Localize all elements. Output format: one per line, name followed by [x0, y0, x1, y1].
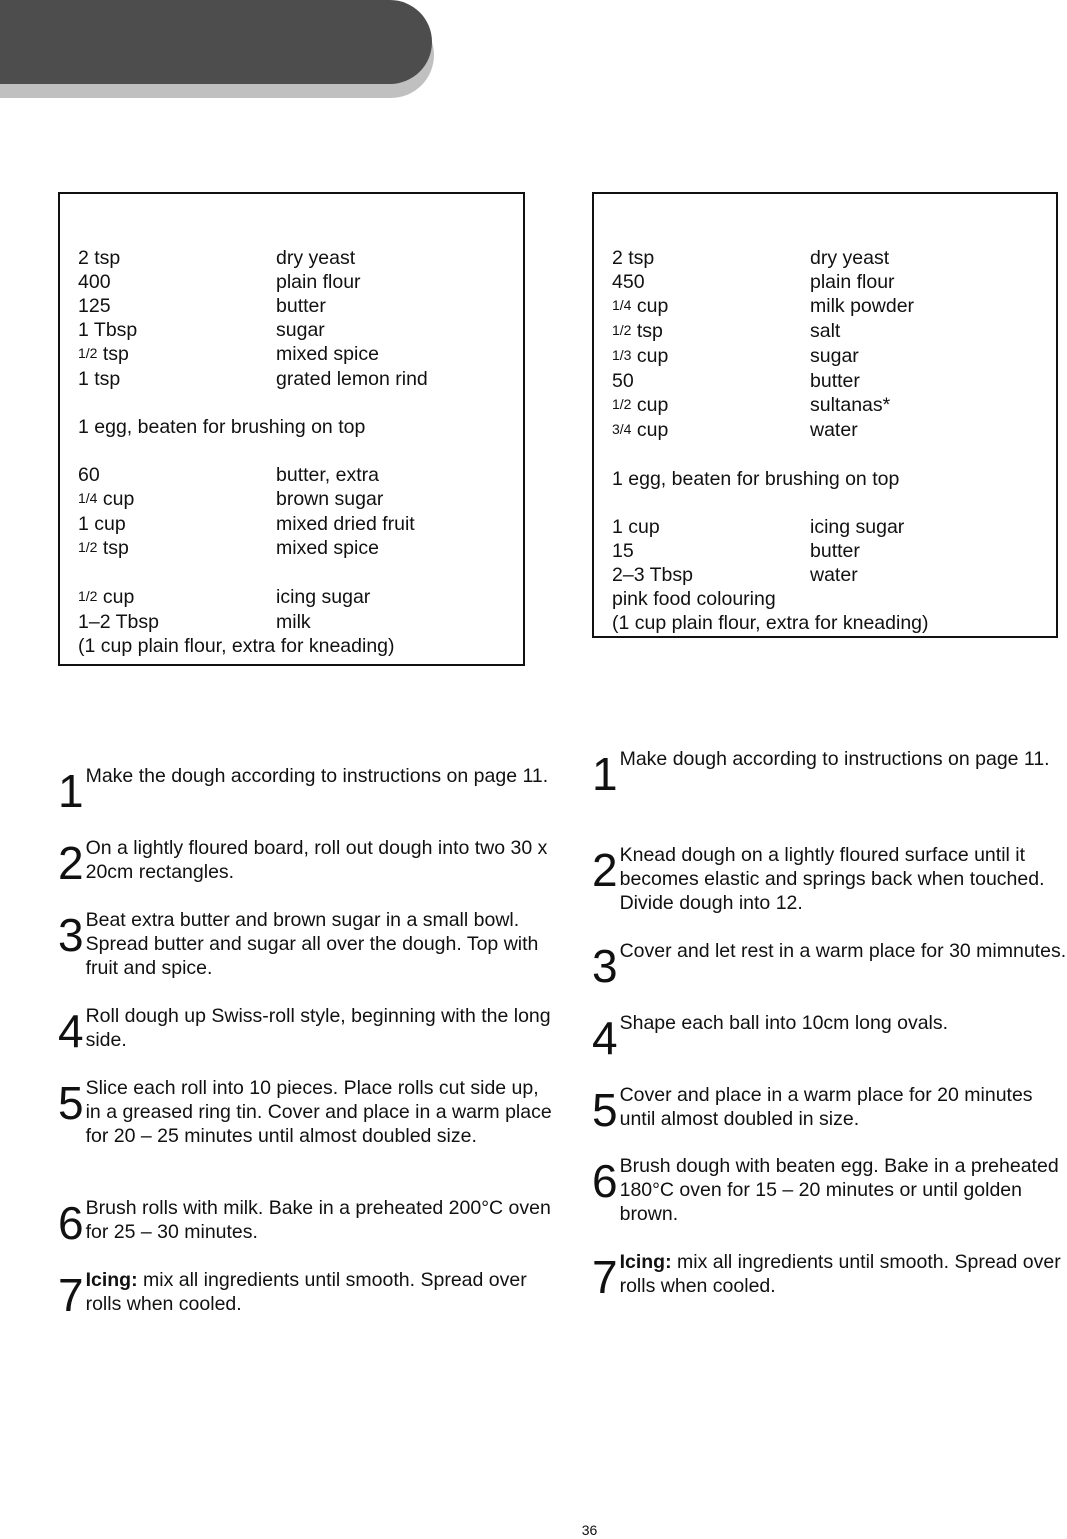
- ingredient-qty: 3/4 cup: [612, 419, 669, 441]
- step-text: Beat extra butter and brown sugar in a small bowl. Spread butter and sugar all over the dough. Top with fruit and spice.: [85, 909, 539, 979]
- ingredient-qty: 2 tsp: [612, 247, 655, 269]
- ingredient-name: sugar: [810, 345, 859, 367]
- step-number: 7: [58, 1269, 84, 1321]
- method-step: [58, 908, 558, 980]
- ingredient-name: icing sugar: [276, 586, 371, 608]
- step-number: 2: [592, 844, 618, 896]
- ingredient-row: [612, 344, 1056, 369]
- ingredient-row: [78, 367, 523, 391]
- ingredient-name: grated lemon rind: [276, 368, 428, 390]
- ingredient-row: [612, 539, 1056, 563]
- ingredient-row: [612, 393, 1056, 418]
- method-step: [592, 843, 1067, 915]
- ingredient-row: [78, 536, 523, 561]
- ingredient-qty: 125: [78, 295, 111, 317]
- ingredient-row: [612, 369, 1056, 393]
- ingredient-name: salt: [810, 320, 841, 342]
- step-text: Roll dough up Swiss-roll style, beginning with the long side.: [85, 1005, 551, 1051]
- step-text: Cover and place in a warm place for 20 minutes until almost doubled in size.: [619, 1084, 1033, 1130]
- ingredient-row: [78, 512, 523, 536]
- ingredient-qty: 60: [78, 464, 100, 486]
- ingredient-name: milk powder: [810, 295, 915, 317]
- ingredient-qty: 1/2 tsp: [78, 537, 129, 559]
- step-text: Make the dough according to instructions on page 11.: [85, 765, 549, 787]
- step-label: Icing:: [85, 1269, 138, 1291]
- method-step: [58, 1268, 558, 1321]
- ingredient-name: icing sugar: [810, 516, 905, 538]
- method-step: [592, 1250, 1067, 1303]
- ingredient-name: butter: [810, 540, 860, 562]
- ingredient-name: dry yeast: [276, 247, 356, 269]
- ingredient-qty: 1/2 cup: [78, 586, 135, 608]
- ingredient-qty: 450: [612, 271, 645, 293]
- ingredient-row: [612, 270, 1056, 294]
- step-number: 1: [58, 765, 84, 817]
- ingredient-name: milk: [276, 611, 311, 633]
- ingredients-box-left: [58, 192, 525, 666]
- header-tab: [0, 0, 432, 84]
- step-number: 1: [592, 748, 618, 800]
- method-step: [592, 1011, 1067, 1064]
- ingredient-qty: 1/2 tsp: [78, 343, 129, 365]
- step-text: Brush dough with beaten egg. Bake in a preheated 180°C oven for 15 – 20 minutes or until golden brown.: [619, 1155, 1059, 1225]
- ingredient-name: water: [810, 419, 858, 441]
- step-text: Knead dough on a lightly floured surface until it becomes elastic and springs back when touched. Divide dough into 12.: [619, 844, 1045, 914]
- ingredient-qty: 1/2 cup: [612, 394, 669, 416]
- ingredient-qty: 1 tsp: [78, 368, 121, 390]
- step-number: 3: [592, 940, 618, 992]
- ingredient-row: [78, 487, 523, 512]
- ingredient-name: sultanas*: [810, 394, 891, 416]
- ingredient-qty: 2–3 Tbsp: [612, 564, 693, 586]
- method-step: [58, 836, 558, 889]
- ingredient-row: [612, 319, 1056, 344]
- step-number: 2: [58, 837, 84, 889]
- method-step: [58, 764, 558, 817]
- ingredient-row: [78, 342, 523, 367]
- step-number: 4: [58, 1005, 84, 1057]
- ingredient-name: butter: [276, 295, 326, 317]
- method-step: [592, 1154, 1067, 1226]
- ingredient-qty: 1/4 cup: [612, 295, 669, 317]
- flour-note: (1 cup plain flour, extra for kneading): [78, 635, 395, 657]
- ingredient-name: sugar: [276, 319, 325, 341]
- method-step: [58, 1196, 558, 1249]
- ingredient-qty: 1 cup: [612, 516, 660, 538]
- method-step: [58, 1076, 558, 1148]
- ingredient-qty: 1/3 cup: [612, 345, 669, 367]
- ingredient-name: plain flour: [810, 271, 895, 293]
- ingredients-box-right: [592, 192, 1058, 638]
- ingredient-name: dry yeast: [810, 247, 890, 269]
- ingredient-row: [78, 585, 523, 610]
- ingredient-qty: 50: [612, 370, 634, 392]
- glaze-line: 1 egg, beaten for brushing on top: [612, 468, 900, 490]
- ingredient-name: mixed spice: [276, 343, 379, 365]
- step-number: 6: [592, 1155, 618, 1207]
- ingredient-name: plain flour: [276, 271, 361, 293]
- step-text: Brush rolls with milk. Bake in a preheated 200°C oven for 25 – 30 minutes.: [85, 1197, 551, 1243]
- method-step: [592, 939, 1067, 992]
- ingredient-row: [78, 246, 523, 270]
- ingredient-name: brown sugar: [276, 488, 384, 510]
- ingredient-row: [612, 418, 1056, 443]
- step-number: 4: [592, 1012, 618, 1064]
- step-number: 6: [58, 1197, 84, 1249]
- ingredient-row: [78, 318, 523, 342]
- ingredient-name: butter, extra: [276, 464, 379, 486]
- ingredient-row: [612, 294, 1056, 319]
- ingredient-name: mixed dried fruit: [276, 513, 415, 535]
- ingredient-qty: 1 Tbsp: [78, 319, 138, 341]
- flour-note: (1 cup plain flour, extra for kneading): [612, 612, 929, 634]
- step-number: 5: [58, 1077, 84, 1129]
- ingredient-name: butter: [810, 370, 860, 392]
- ingredient-row: [78, 610, 523, 634]
- step-text: mix all ingredients until smooth. Spread over rolls when cooled.: [619, 1251, 1061, 1297]
- ingredient-row: [612, 515, 1056, 539]
- ingredient-row: [78, 294, 523, 318]
- step-number: 3: [58, 909, 84, 961]
- step-label: Icing:: [619, 1251, 672, 1273]
- glaze-line: 1 egg, beaten for brushing on top: [78, 416, 366, 438]
- ingredient-name: mixed spice: [276, 537, 379, 559]
- step-text: On a lightly floured board, roll out dough into two 30 x 20cm rectangles.: [85, 837, 548, 883]
- step-text: Cover and let rest in a warm place for 30 mimnutes.: [619, 940, 1067, 962]
- ingredient-qty: 1/2 tsp: [612, 320, 663, 342]
- ingredient-row: [78, 270, 523, 294]
- colouring-line: pink food colouring: [612, 588, 776, 610]
- ingredient-name: water: [810, 564, 858, 586]
- ingredient-row: [612, 563, 1056, 587]
- step-number: 5: [592, 1084, 618, 1136]
- ingredient-qty: 1–2 Tbsp: [78, 611, 159, 633]
- ingredient-qty: 2 tsp: [78, 247, 121, 269]
- step-text: mix all ingredients until smooth. Spread over rolls when cooled.: [85, 1269, 527, 1315]
- step-number: 7: [592, 1251, 618, 1303]
- step-text: Shape each ball into 10cm long ovals.: [619, 1012, 949, 1034]
- page-number: 36: [581, 1522, 598, 1538]
- step-text: Slice each roll into 10 pieces. Place rolls cut side up, in a greased ring tin. Cover and place in a warm place for 20 – 25 minutes until almost doubled size.: [85, 1077, 552, 1147]
- method-step: [592, 747, 1067, 800]
- ingredient-row: [78, 463, 523, 487]
- ingredient-qty: 1 cup: [78, 513, 126, 535]
- ingredient-qty: 15: [612, 540, 634, 562]
- step-text: Make dough according to instructions on page 11.: [619, 748, 1050, 770]
- ingredient-qty: 400: [78, 271, 111, 293]
- method-step: [592, 1083, 1067, 1136]
- method-step: [58, 1004, 558, 1057]
- ingredient-row: [612, 246, 1056, 270]
- ingredient-qty: 1/4 cup: [78, 488, 135, 510]
